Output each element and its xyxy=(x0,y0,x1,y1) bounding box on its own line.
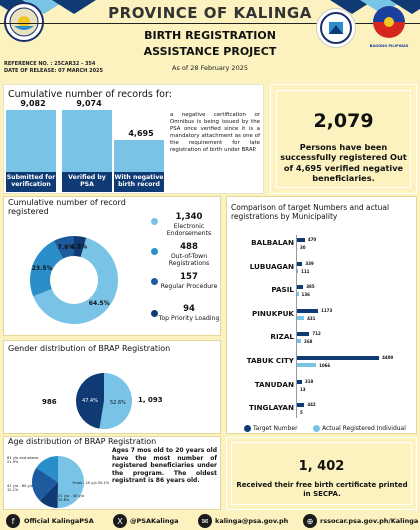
email-icon: ✉ xyxy=(198,514,212,528)
muni-label-5: RIZAL xyxy=(270,332,294,342)
footer-twitter[interactable]: @PSAKalinga xyxy=(130,517,179,525)
registered-donut-chart xyxy=(24,230,124,330)
target-bar-4 xyxy=(296,309,318,313)
donut-legend-value-3: 157 xyxy=(180,272,198,282)
actual-bar-4 xyxy=(296,316,304,320)
release-date: DATE OF RELEASE: 07 MARCH 2025 xyxy=(4,68,104,74)
donut-legend-swatch-4 xyxy=(151,310,158,317)
target-value-1: 470 xyxy=(307,237,317,242)
kalinga-seal-logo xyxy=(316,8,356,48)
target-value-6: 4409 xyxy=(382,355,394,360)
actual-value-5: 268 xyxy=(304,339,313,345)
legend-actual-swatch xyxy=(313,425,320,432)
actual-value-7: 13 xyxy=(300,386,306,392)
registered-text: Persons have been successfully registered Out of 4,695 verified negative beneficiaries. xyxy=(280,142,407,183)
bar-value-1: 9,082 xyxy=(20,99,46,108)
donut-legend-label-2: Out-of-Town Registrations xyxy=(168,253,210,268)
actual-value-6: 1066 xyxy=(319,363,331,368)
donut-legend-value-1: 1,340 xyxy=(175,212,203,222)
actual-value-3: 136 xyxy=(301,292,310,298)
donut-legend-swatch-2 xyxy=(151,248,158,255)
actual-value-1: 30 xyxy=(300,245,306,250)
gender-pct-label-2: 47.4% xyxy=(82,397,98,404)
gender-right-value: 1, 093 xyxy=(138,396,163,404)
donut-legend-swatch-1 xyxy=(151,218,158,225)
actual-value-4: 431 xyxy=(307,315,316,321)
page-subtitle-1: BIRTH REGISTRATION xyxy=(144,29,276,42)
donut-legend-swatch-3 xyxy=(151,278,158,285)
muni-label-2: LUBUAGAN xyxy=(249,261,294,271)
actual-value-8: 5 xyxy=(300,410,303,416)
muni-label-7: TANUDAN xyxy=(254,379,294,389)
age-title: Age distribution of BRAP Registration xyxy=(8,437,157,446)
target-bar-6 xyxy=(296,356,379,360)
donut-title: Cumulative number of record registered xyxy=(8,198,126,217)
registered-value: 2,079 xyxy=(313,110,374,132)
bar-value-2: 9,074 xyxy=(76,99,102,109)
muni-label-1: BALBALAN xyxy=(251,238,294,247)
legend-target-label: Target Number xyxy=(253,425,298,432)
muni-label-8: TINGLAYAN xyxy=(248,403,294,413)
target-value-8: 442 xyxy=(307,402,316,408)
comparison-axis xyxy=(296,235,297,418)
muni-label-6: TABUK CITY xyxy=(246,356,294,365)
age-note: Ages 7 mos old to 20 years old have the most number of registered beneficiaries under the program. The oldest registrant is 86 years old. xyxy=(112,447,217,484)
bar-3 xyxy=(114,140,164,172)
bagong-pilipinas-logo xyxy=(366,4,412,48)
bar-value-3: 4,695 xyxy=(128,128,154,138)
donut-legend-value-2: 488 xyxy=(180,242,198,252)
facebook-icon: f xyxy=(6,514,20,528)
legend-actual-label: Actual Registered Individual xyxy=(322,425,406,432)
age-label-1: 61 y/o and above 21.9% xyxy=(7,456,39,465)
muni-label-3: PASIL xyxy=(271,285,294,295)
secpa-text: Received their free birth certificate printed in SECPA. xyxy=(236,481,408,499)
muni-label-4: PINUKPUK xyxy=(251,308,294,318)
age-label-3: 21 y/o - 40 y/o 15.8% xyxy=(58,494,85,503)
target-value-3: 385 xyxy=(306,284,315,290)
donut-legend-label-3: Regular Procedure xyxy=(160,283,218,290)
page-subtitle-2: ASSISTANCE PROJECT xyxy=(143,45,277,58)
donut-legend-value-4: 94 xyxy=(183,304,195,314)
bar-label-2: Verified by PSA xyxy=(62,172,112,192)
page-title: PROVINCE OF KALINGA xyxy=(108,4,312,22)
actual-bar-6 xyxy=(296,363,316,367)
negative-certification-note: a negative certification or Omnibus is being issued by the PSA once verified since it is a mandatory attachment as one of the requirement for late registration of birth under BRAP. xyxy=(170,112,260,154)
footer-facebook[interactable]: Official KalingaPSA xyxy=(24,517,94,525)
target-bar-3 xyxy=(296,285,303,289)
target-value-4: 1173 xyxy=(321,307,333,313)
target-value-2: 339 xyxy=(305,260,314,266)
donut-pct-label-2: 23.5% xyxy=(31,265,53,273)
bar-1 xyxy=(6,110,56,172)
age-label-2: 41 y/o - 60 y/o 12.1% xyxy=(7,484,34,493)
legend-target-swatch xyxy=(244,425,251,432)
gender-pie-chart xyxy=(75,372,133,430)
cumulative-records-title: Cumulative number of records for: xyxy=(8,89,172,100)
gender-pct-label-1: 52.6% xyxy=(110,400,126,407)
as-of-date: As of 28 February 2025 xyxy=(172,64,248,72)
comparison-title: Comparison of target Numbers and actual registrations by Municipality xyxy=(231,203,390,221)
twitter-icon: X xyxy=(113,514,127,528)
target-value-7: 318 xyxy=(304,378,314,384)
bar-label-1: Submitted for verification xyxy=(6,172,56,192)
bagong-pilipinas-text: BAGONG PILIPINAS xyxy=(369,44,409,48)
actual-value-2: 111 xyxy=(301,268,310,274)
target-bar-5 xyxy=(296,332,309,336)
secpa-value: 1, 402 xyxy=(298,459,345,474)
gender-left-value: 986 xyxy=(42,398,57,406)
donut-pct-label-4: 4.5% xyxy=(70,243,88,251)
donut-legend-label-4: Top Priority Loading xyxy=(158,315,220,322)
footer-email[interactable]: kalinga@psa.gov.ph xyxy=(215,517,289,525)
bar-2 xyxy=(62,110,112,172)
globe-icon: ⊕ xyxy=(303,514,317,528)
gender-title: Gender distribution of BRAP Registration xyxy=(8,344,171,353)
footer-website[interactable]: rssocar.psa.gov.ph/Kalinga xyxy=(320,517,419,525)
donut-legend-label-1: Electronic Endorsements xyxy=(166,223,212,238)
reference-no: REFERENCE NO. : 25CAR32 - 354 xyxy=(4,61,96,67)
target-bar-8 xyxy=(296,403,304,407)
target-bar-1 xyxy=(296,238,305,242)
target-value-5: 712 xyxy=(312,331,321,337)
donut-pct-label-3: 7.6% xyxy=(57,243,75,251)
age-label-4: 7mos - 20 y/o 50.1% xyxy=(72,481,110,485)
donut-pct-label-1: 64.5% xyxy=(88,299,110,307)
bar-label-3: With negative birth record xyxy=(114,172,164,192)
